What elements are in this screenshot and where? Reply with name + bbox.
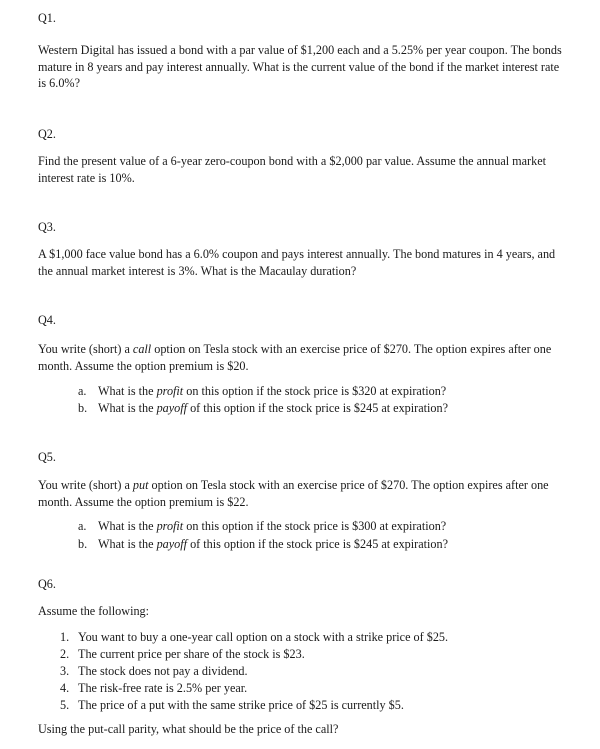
q6-item: 5. The price of a put with the same strike price of $25 is currently $5.: [60, 698, 404, 712]
q6-closing: Using the put-call parity, what should be the price of the call?: [38, 722, 339, 736]
q6-item: 2. The current price per share of the stock is $23.: [60, 647, 305, 661]
q1-heading: Q1.: [38, 11, 56, 25]
q1-text: Western Digital has issued a bond with a par value of $1,200 each and a 5.25% per year coupon. The bonds mature in 8 years and pay interest annually. What is the current value of the bond if the market interest rate is 6.0%?: [38, 43, 562, 90]
q5-part-b: b. What is the payoff of this option if the stock price is $245 at expiration?: [78, 537, 448, 551]
q3-heading: Q3.: [38, 220, 56, 234]
q2-heading: Q2.: [38, 127, 56, 141]
q2-text: Find the present value of a 6-year zero-coupon bond with a $2,000 par value. Assume the annual market interest rate is 10%.: [38, 154, 546, 185]
q4-text: You write (short) a call option on Tesla stock with an exercise price of $270. The option expires after one month. Assume the option premium is $20.: [38, 342, 552, 373]
q5-heading: Q5.: [38, 450, 56, 464]
q4-heading: Q4.: [38, 313, 56, 327]
q6-heading: Q6.: [38, 577, 56, 591]
q3-text: A $1,000 face value bond has a 6.0% coupon and pays interest annually. The bond matures in 4 years, and the annual market interest is 3%. What is the Macaulay duration?: [38, 247, 556, 278]
q4-part-a: a. What is the profit on this option if the stock price is $320 at expiration?: [78, 384, 447, 398]
q6-item: 1. You want to buy a one-year call option on a stock with a strike price of $25.: [60, 630, 449, 644]
q6-intro: Assume the following:: [38, 604, 150, 618]
q4-part-b: b. What is the payoff of this option if the stock price is $245 at expiration?: [78, 401, 448, 415]
q6-item: 4. The risk-free rate is 2.5% per year.: [60, 681, 248, 695]
q6-item: 3. The stock does not pay a dividend.: [60, 664, 248, 678]
q5-text: You write (short) a put option on Tesla stock with an exercise price of $270. The option expires after one month. Assume the option premium is $22.: [38, 478, 549, 509]
q5-part-a: a. What is the profit on this option if the stock price is $300 at expiration?: [78, 519, 447, 533]
